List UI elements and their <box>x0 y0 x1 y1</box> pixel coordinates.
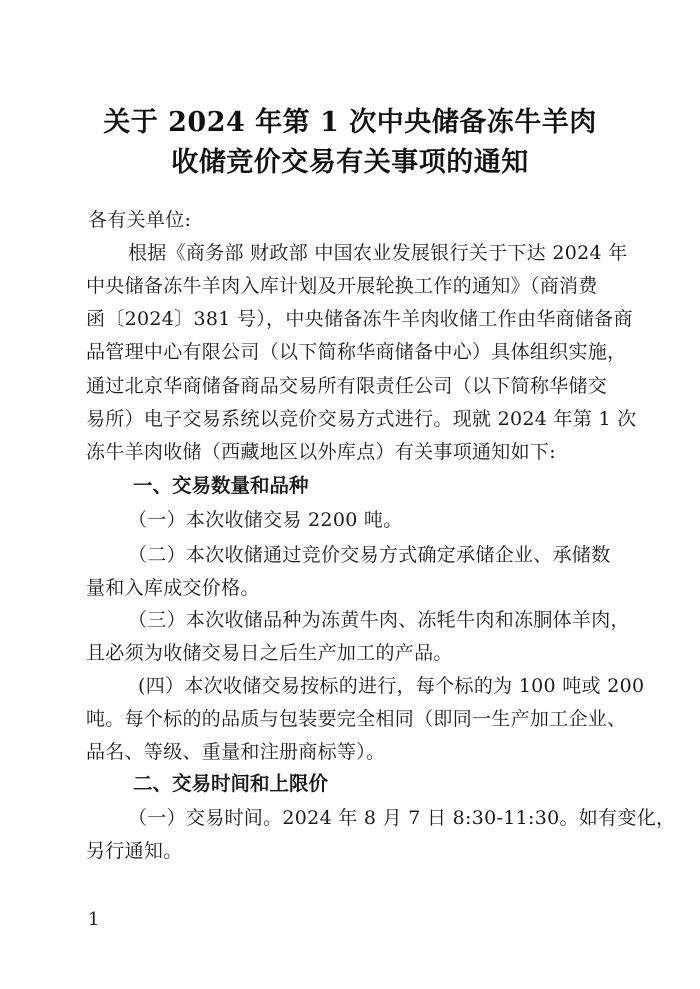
intro-line: 品管理中心有限公司（以下简称华商储备中心）具体组织实施， <box>86 341 627 363</box>
title-line-2: 收储竞价交易有关事项的通知 <box>171 147 529 178</box>
salutation: 各有关单位: <box>88 209 192 231</box>
section-1-item-4-cont: 吨。每个标的的品质与包装要完全相同（即同一生产加工企业、 <box>86 708 627 730</box>
section-1-item-2-cont: 量和入库成交价格。 <box>86 577 260 599</box>
section-1-item-2: （二）本次收储通过竞价交易方式确定承储企业、承储数 <box>128 544 611 566</box>
intro-line: 根据《商务部 财政部 中国农业发展银行关于下达 2024 年 <box>128 242 628 264</box>
intro-line: 冻牛羊肉收储（西藏地区以外库点）有关事项通知如下: <box>86 441 556 463</box>
section-1-item-4: (四）本次收储交易按标的进行，每个标的为 100 吨或 200 <box>138 675 645 697</box>
section-1-item-3-cont: 且必须为收储交易日之后生产加工的产品。 <box>86 642 453 664</box>
intro-line: 易所）电子交易系统以竞价交易方式进行。现就 2024 年第 1 次 <box>86 408 637 430</box>
section-1-item-4-cont: 品名、等级、重量和注册商标等）。 <box>86 741 386 763</box>
page-number: 1 <box>88 909 100 930</box>
section-2-item-1: （一）交易时间。2024 年 8 月 7 日 8:30-11:30。如有变化， <box>128 807 676 829</box>
title-line-1: 关于 2024 年第 1 次中央储备冻牛羊肉 <box>103 107 597 138</box>
section-1-heading: 一、交易数量和品种 <box>133 474 309 497</box>
intro-line: 通过北京华商储备商品交易所有限责任公司（以下简称华储交 <box>86 375 608 397</box>
section-2-item-1-cont: 另行通知。 <box>86 840 183 862</box>
section-1-item-1: （一）本次收储交易 2200 吨。 <box>128 509 403 531</box>
section-1-item-3: （三）本次收储品种为冻黄牛肉、冻牦牛肉和冻胴体羊肉， <box>128 609 630 631</box>
intro-line: 中央储备冻牛羊肉入库计划及开展轮换工作的通知》（商消费 <box>86 275 598 297</box>
section-2-heading: 二、交易时间和上限价 <box>133 772 329 795</box>
intro-line: 函〔2024〕381 号），中央储备冻牛羊肉收储工作由华商储备商 <box>86 308 633 330</box>
